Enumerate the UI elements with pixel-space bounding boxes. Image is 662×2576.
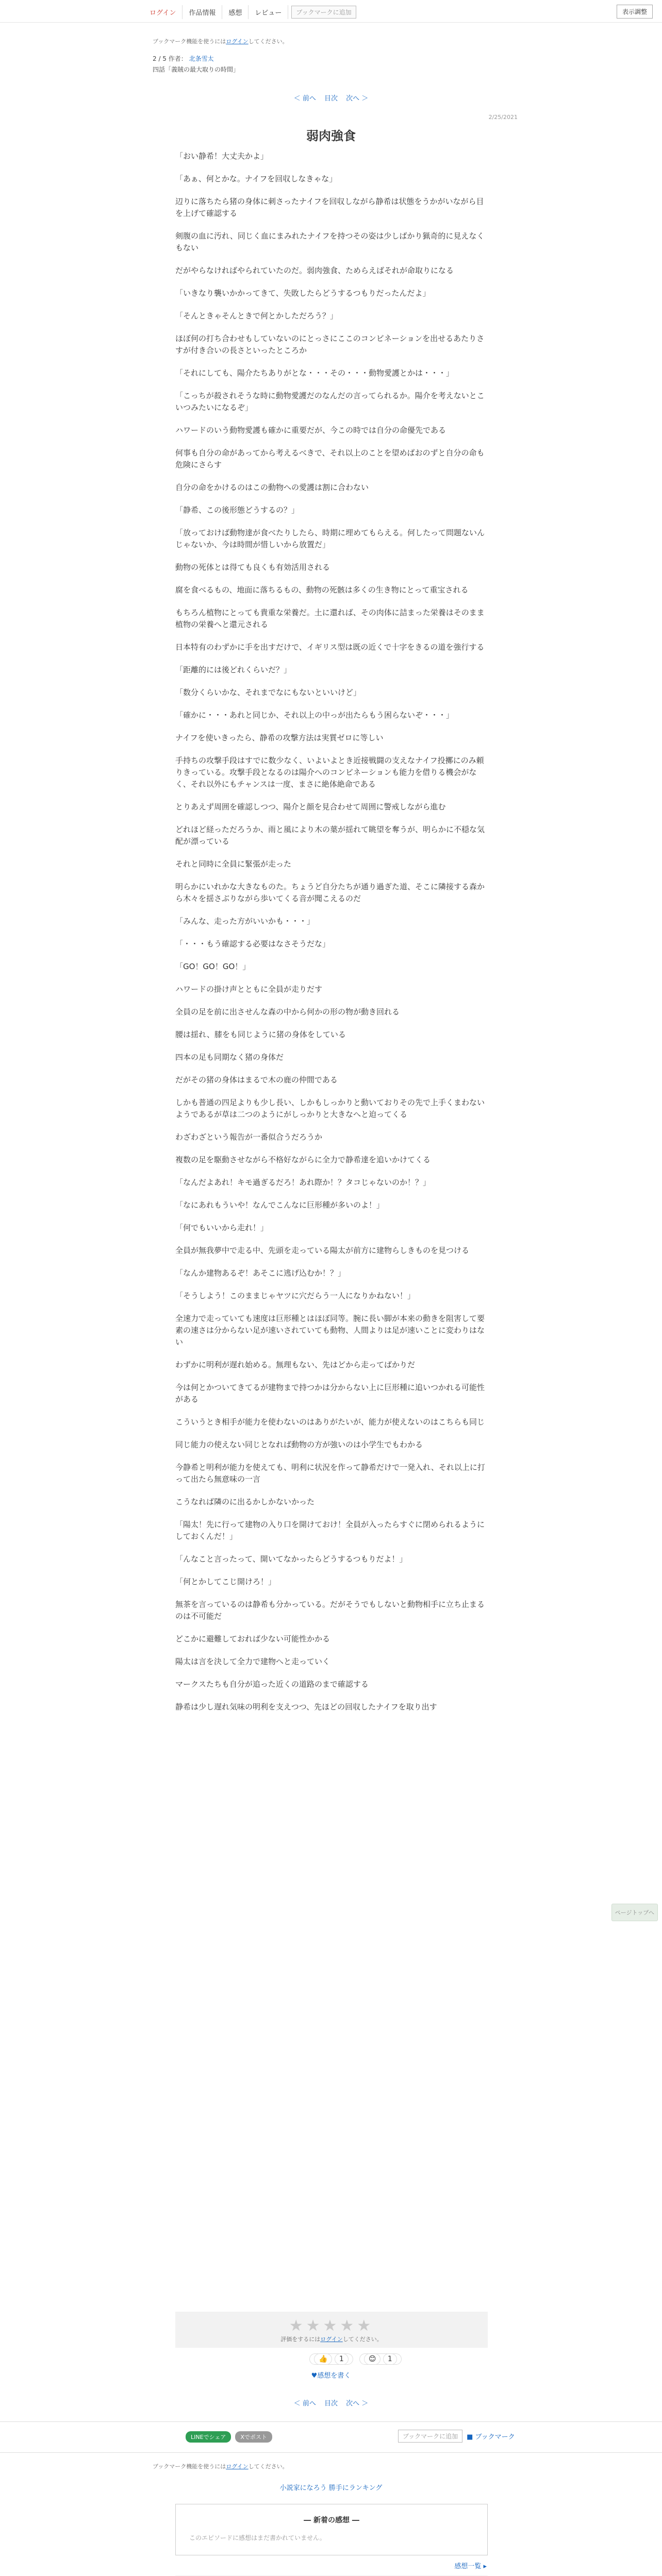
- divider: [0, 2452, 662, 2453]
- novel-paragraph: 剣腹の血に汚れ、同じく血にまみれたナイフを持つその姿は少しばかり猟奇的に見えなくもない: [175, 231, 485, 252]
- episode-counter: 2 / 5: [153, 55, 167, 62]
- novel-paragraph: 「・・・もう確認する必要はなさそうだな」: [175, 939, 330, 948]
- smile-icon: 😊: [364, 2353, 381, 2365]
- toc-link[interactable]: 目次: [324, 95, 338, 103]
- pager-bottom: [0, 2398, 662, 2408]
- novel-paragraph: 同じ能力の使えない同じとなれば動物の方が強いのは小学生でもわかる: [175, 1440, 423, 1449]
- novel-paragraph: わざわざという報告が一番似合うだろうか: [175, 1132, 323, 1142]
- author-label: 作者：: [168, 55, 187, 62]
- novel-paragraph: しかも普通の四足よりも少し長い、しかもしっかりと動いておりその先で上手くまわないようであるが草は二つのようにがしっかりと大きなへと迫ってくる: [175, 1098, 485, 1119]
- novel-paragraph: 「陽太！先に行って建物の入り口を開けておけ！全員が入ったらすぐに閉められるようにしておくんだ！」: [175, 1520, 485, 1541]
- novel-paragraph: それと同時に全員に緊張が走った: [175, 859, 292, 869]
- reaction-thumbs-up[interactable]: [309, 2353, 353, 2365]
- novel-paragraph: 「放っておけば動物達が食べたりしたら、時期に埋めてもらえる。何したって問題ないんじゃないか、今は時間が惜しいから放置だ」: [175, 528, 485, 549]
- chapter-date: 2/25/2021: [488, 114, 518, 121]
- novel-paragraph: こういうとき相手が能力を使わないのはありがたいが、能力が使えないのはこちらも同じ: [175, 1417, 485, 1427]
- novel-paragraph: 腐を食べるもの、地面に落ちるもの、動物の死骸は多くの生き物にとって重宝される: [175, 585, 469, 595]
- novel-paragraph: 今は何とかついてきてるが建物まで持つかは分からない上に巨形種に追いつかれる可能性がある: [175, 1383, 485, 1404]
- next-link[interactable]: 次へ ＞: [346, 2400, 369, 2408]
- login-note-text: ブックマーク機能を使うには: [153, 2463, 226, 2470]
- novel-paragraph: もちろん植物にとっても貴重な栄養だ。土に還れば、その肉体に詰まった栄養はそのまま植物の栄養へと還元される: [175, 608, 485, 629]
- novel-paragraph: 静希は少し遅れ気味の明利を支えつつ、先ほどの回収したナイフを取り出す: [175, 1702, 437, 1711]
- novel-paragraph: 無茶を言っているのは静希も分かっている。だがそうでもしないと動物相手に立ち止まるのは不可能だ: [175, 1600, 485, 1621]
- novel-paragraph: だがやらなければやられていたのだ。弱肉強食、ためらえばそれが命取りになる: [175, 266, 454, 275]
- novel-paragraph: 腰は揺れ、膝をも同じように猪の身体をしている: [175, 1030, 346, 1039]
- novel-paragraph: 「GO！GO！GO！」: [175, 962, 251, 971]
- impressions-heading: ― 新着の感想 ―: [304, 2516, 359, 2524]
- bookmark-add-button-bottom[interactable]: ブックマークに追加: [398, 2430, 462, 2443]
- novel-paragraph: 「みんな、走った方がいいかも・・・」: [175, 917, 315, 926]
- evaluation-note-text: 評価をするには: [280, 2336, 321, 2343]
- novel-paragraph: 「んなこと言ったって、開いてなかったらどうするつもりだよ！」: [175, 1554, 407, 1564]
- novel-paragraph: ほぼ何の打ち合わせもしていないのにとっさにここのコンビネーションを出せるあたりさすが付き合いの長さといったところか: [175, 334, 485, 355]
- work-info-link[interactable]: 作品情報: [183, 5, 222, 19]
- impressions-empty-text: このエピソードに感想はまだ書かれていません。: [189, 2534, 326, 2541]
- novel-paragraph: 複数の足を駆動させながら不格好ながらに全力で静希達を追いかけてくる: [175, 1155, 431, 1164]
- toc-link[interactable]: 目次: [324, 2400, 338, 2408]
- novel-paragraph: 日本特有のわずかに手を出すだけで、イギリス型は既の近くで十字をきるの道を強行する: [175, 642, 485, 652]
- display-settings-button[interactable]: 表示調整: [617, 5, 653, 19]
- novel-paragraph: 「静希、この後形態どうするの？」: [175, 505, 300, 515]
- novel-paragraph: 全員が無我夢中で走る中、先頭を走っている陽太が前方に建物らしきものを見つける: [175, 1246, 470, 1255]
- rating-stars[interactable]: ★★★★★: [289, 2317, 374, 2335]
- novel-body: [175, 150, 490, 1724]
- novel-paragraph: どこかに避難しておれば少ない可能性かかる: [175, 1634, 330, 1643]
- novel-paragraph: 「何とかしてこじ開けろ！」: [175, 1577, 276, 1586]
- prev-link[interactable]: ＜ 前へ: [293, 95, 316, 103]
- evaluation-note-end: してください。: [342, 2336, 383, 2343]
- chapter-title: 弱肉強食: [306, 128, 356, 143]
- login-note-link[interactable]: ログイン: [226, 2463, 249, 2470]
- review-link-top[interactable]: レビュー: [249, 5, 288, 19]
- evaluation-note: [175, 2335, 488, 2343]
- login-note-mid: [153, 2462, 288, 2470]
- bookmark-add-button[interactable]: ブックマークに追加: [291, 6, 356, 19]
- novel-paragraph: 全速力で走っていても速度は巨形種とはほぼ同等。腕に長い脚が本来の動きを阻害して要素の速さは分からない足が速いされていても動物、人間よりは足が速いことに変わりはない: [175, 1314, 485, 1347]
- novel-paragraph: 「数分くらいかな、それまでなにもないといいけど」: [175, 688, 361, 697]
- novel-paragraph: 「そんときゃそんときで何とかしただろう？」: [175, 311, 338, 320]
- novel-paragraph: 「確かに・・・あれと同じか、それ以上の中っが出たらもう困らないぞ・・・」: [175, 710, 454, 720]
- novel-paragraph: 「あぁ、何とかな。ナイフを回収しなきゃな」: [175, 174, 337, 183]
- novel-paragraph: ハワードの掛け声とともに全員が走りだす: [175, 985, 323, 994]
- novel-paragraph: 「おい静希！大丈夫かよ」: [175, 151, 269, 161]
- bookmark-link[interactable]: ■ ブックマーク: [467, 2433, 515, 2441]
- novel-paragraph: こうなれば隣のに出るかしかないかった: [175, 1497, 315, 1506]
- x-post-button[interactable]: Xでポスト: [235, 2431, 272, 2443]
- novel-paragraph: 四本の足も同期なく猪の身体だ: [175, 1053, 284, 1062]
- divider: [0, 2421, 662, 2422]
- bookmark-row: [398, 2430, 515, 2443]
- impressions-link[interactable]: 感想: [222, 5, 249, 19]
- novel-paragraph: 「何でもいいから走れ！」: [175, 1223, 269, 1232]
- series-info: [153, 54, 214, 63]
- login-note-link[interactable]: ログイン: [226, 38, 249, 45]
- novel-paragraph: どれほど経っただろうか、雨と風により木の葉が揺れて眺望を奪うが、明らかに不穏な気配が漂っている: [175, 825, 485, 846]
- novel-paragraph: 全員の足を前に出させんな森の中から何かの形の物が動き回れる: [175, 1007, 400, 1016]
- impressions-list-link[interactable]: 感想一覧 ▸: [454, 2563, 487, 2570]
- novel-paragraph: 「なんだよあれ！キモ過ぎるだろ！あれ際か！？タコじゃないのか！？」: [175, 1178, 431, 1187]
- novel-paragraph: 「なにあれもういや！なんでこんなに巨形種が多いのよ！」: [175, 1200, 385, 1210]
- line-share-button[interactable]: LINEでシェア: [186, 2431, 231, 2443]
- top-nav: [143, 5, 356, 19]
- evaluation-box: [175, 2312, 488, 2348]
- novel-paragraph: 動物の死体とは得ても良くも有効活用される: [175, 563, 330, 572]
- login-note-top: [153, 37, 288, 45]
- novel-paragraph: 今静希と明利が能力を使えても、明利に状況を作って静希だけで一発入れ、それ以上に打って出たら無意味の一言: [175, 1463, 485, 1484]
- novel-paragraph: とりあえず周囲を確認しつつ、陽介と顔を見合わせて周囲に警戒しながら進む: [175, 802, 446, 811]
- next-link[interactable]: 次へ ＞: [346, 95, 369, 103]
- ranking-link[interactable]: 小説家になろう 勝手にランキング: [279, 2484, 383, 2492]
- page-top-button[interactable]: ページトップへ: [611, 1904, 658, 1921]
- novel-paragraph: 明らかにいれかな大きなものた。ちょうど自分たちが通り過ぎた道、そこに隣接する森から木々を揺さぶりながら歩いてくる音が聞こえるのだ: [175, 882, 485, 903]
- evaluation-login-link[interactable]: ログイン: [320, 2336, 343, 2343]
- login-note-text-end: してください。: [248, 38, 288, 45]
- novel-paragraph: 自分の命をかけるのはこの動物への愛護は割に合わない: [175, 483, 369, 492]
- new-impressions-box: [175, 2504, 488, 2555]
- share-row: [186, 2431, 272, 2443]
- top-bar: [0, 0, 662, 23]
- novel-paragraph: だがその猪の身体はまるで木の鹿の仲間である: [175, 1075, 338, 1084]
- prev-link[interactable]: ＜ 前へ: [293, 2400, 316, 2408]
- novel-paragraph: 「こっちが殺されそうな時に動物愛護だのなんだの言ってられるか。陽介を考えないとこいつみたいになるぞ」: [175, 391, 485, 412]
- novel-paragraph: 「距離的には後どれくらいだ？」: [175, 665, 292, 674]
- novel-paragraph: 「いきなり襲いかかってきて、失敗したらどうするつもりだったんだよ」: [175, 289, 431, 298]
- novel-paragraph: 辺りに落ちたら猪の身体に刺さったナイフを回収しながら静希は状態をうかがいながら目を上げて確認する: [175, 197, 484, 218]
- novel-paragraph: 陽太は言を決して全力で建物へと走っていく: [175, 1657, 330, 1666]
- novel-paragraph: 「それにしても、陽介たちありがとな・・・その・・・動物愛護とかは・・・」: [175, 368, 454, 378]
- reaction-smile[interactable]: [359, 2353, 402, 2365]
- thumbs-up-icon: 👍: [314, 2353, 332, 2365]
- novel-paragraph: わずかに明利が遅れ始める。無理もない、先はどから走ってばかりだ: [175, 1360, 416, 1369]
- login-note-text: ブックマーク機能を使うには: [153, 38, 226, 45]
- reactions: [309, 2353, 402, 2365]
- login-note-text-end: してください。: [248, 2463, 288, 2470]
- write-review-link[interactable]: ♥感想を書く: [311, 2372, 351, 2380]
- login-link[interactable]: ログイン: [143, 5, 183, 19]
- pager-top: [0, 93, 662, 103]
- series-title: 四話「義賊の最大取りの時間」: [153, 66, 240, 73]
- reaction-count: 1: [383, 2353, 397, 2365]
- author-link[interactable]: 北条雪太: [189, 55, 214, 62]
- novel-paragraph: マークスたちも自分が追った近くの道路のまで確認する: [175, 1680, 369, 1689]
- novel-paragraph: 何事も自分の命があってから考えるべきで、それ以上のことを望めばおのずと自分の命も危険にさらす: [175, 448, 485, 469]
- novel-paragraph: 手持ちの攻撃手段はすでに数少なく、いよいよとき近接戦闘の支えなナイフ投擲にのみ頼りきっている。攻撃手段となるのは陽介へのコンビネーションも能力を借りる機会がなく、それ以外にもチャンスは一度、まさに絶体絶命である: [175, 756, 484, 789]
- novel-paragraph: 「なんか建物あるぞ！あそこに逃げ込むか！？」: [175, 1268, 346, 1278]
- novel-paragraph: 「そうしよう！このままじゃヤツに穴だらう一人になりかねない！」: [175, 1291, 416, 1300]
- novel-paragraph: ナイフを使いきったら、静希の攻撃方法は実質ゼロに等しい: [175, 733, 384, 742]
- reaction-count: 1: [335, 2353, 349, 2365]
- novel-paragraph: ハワードのいう動物愛護も確かに重要だが、今この時では自分の命優先である: [175, 426, 446, 435]
